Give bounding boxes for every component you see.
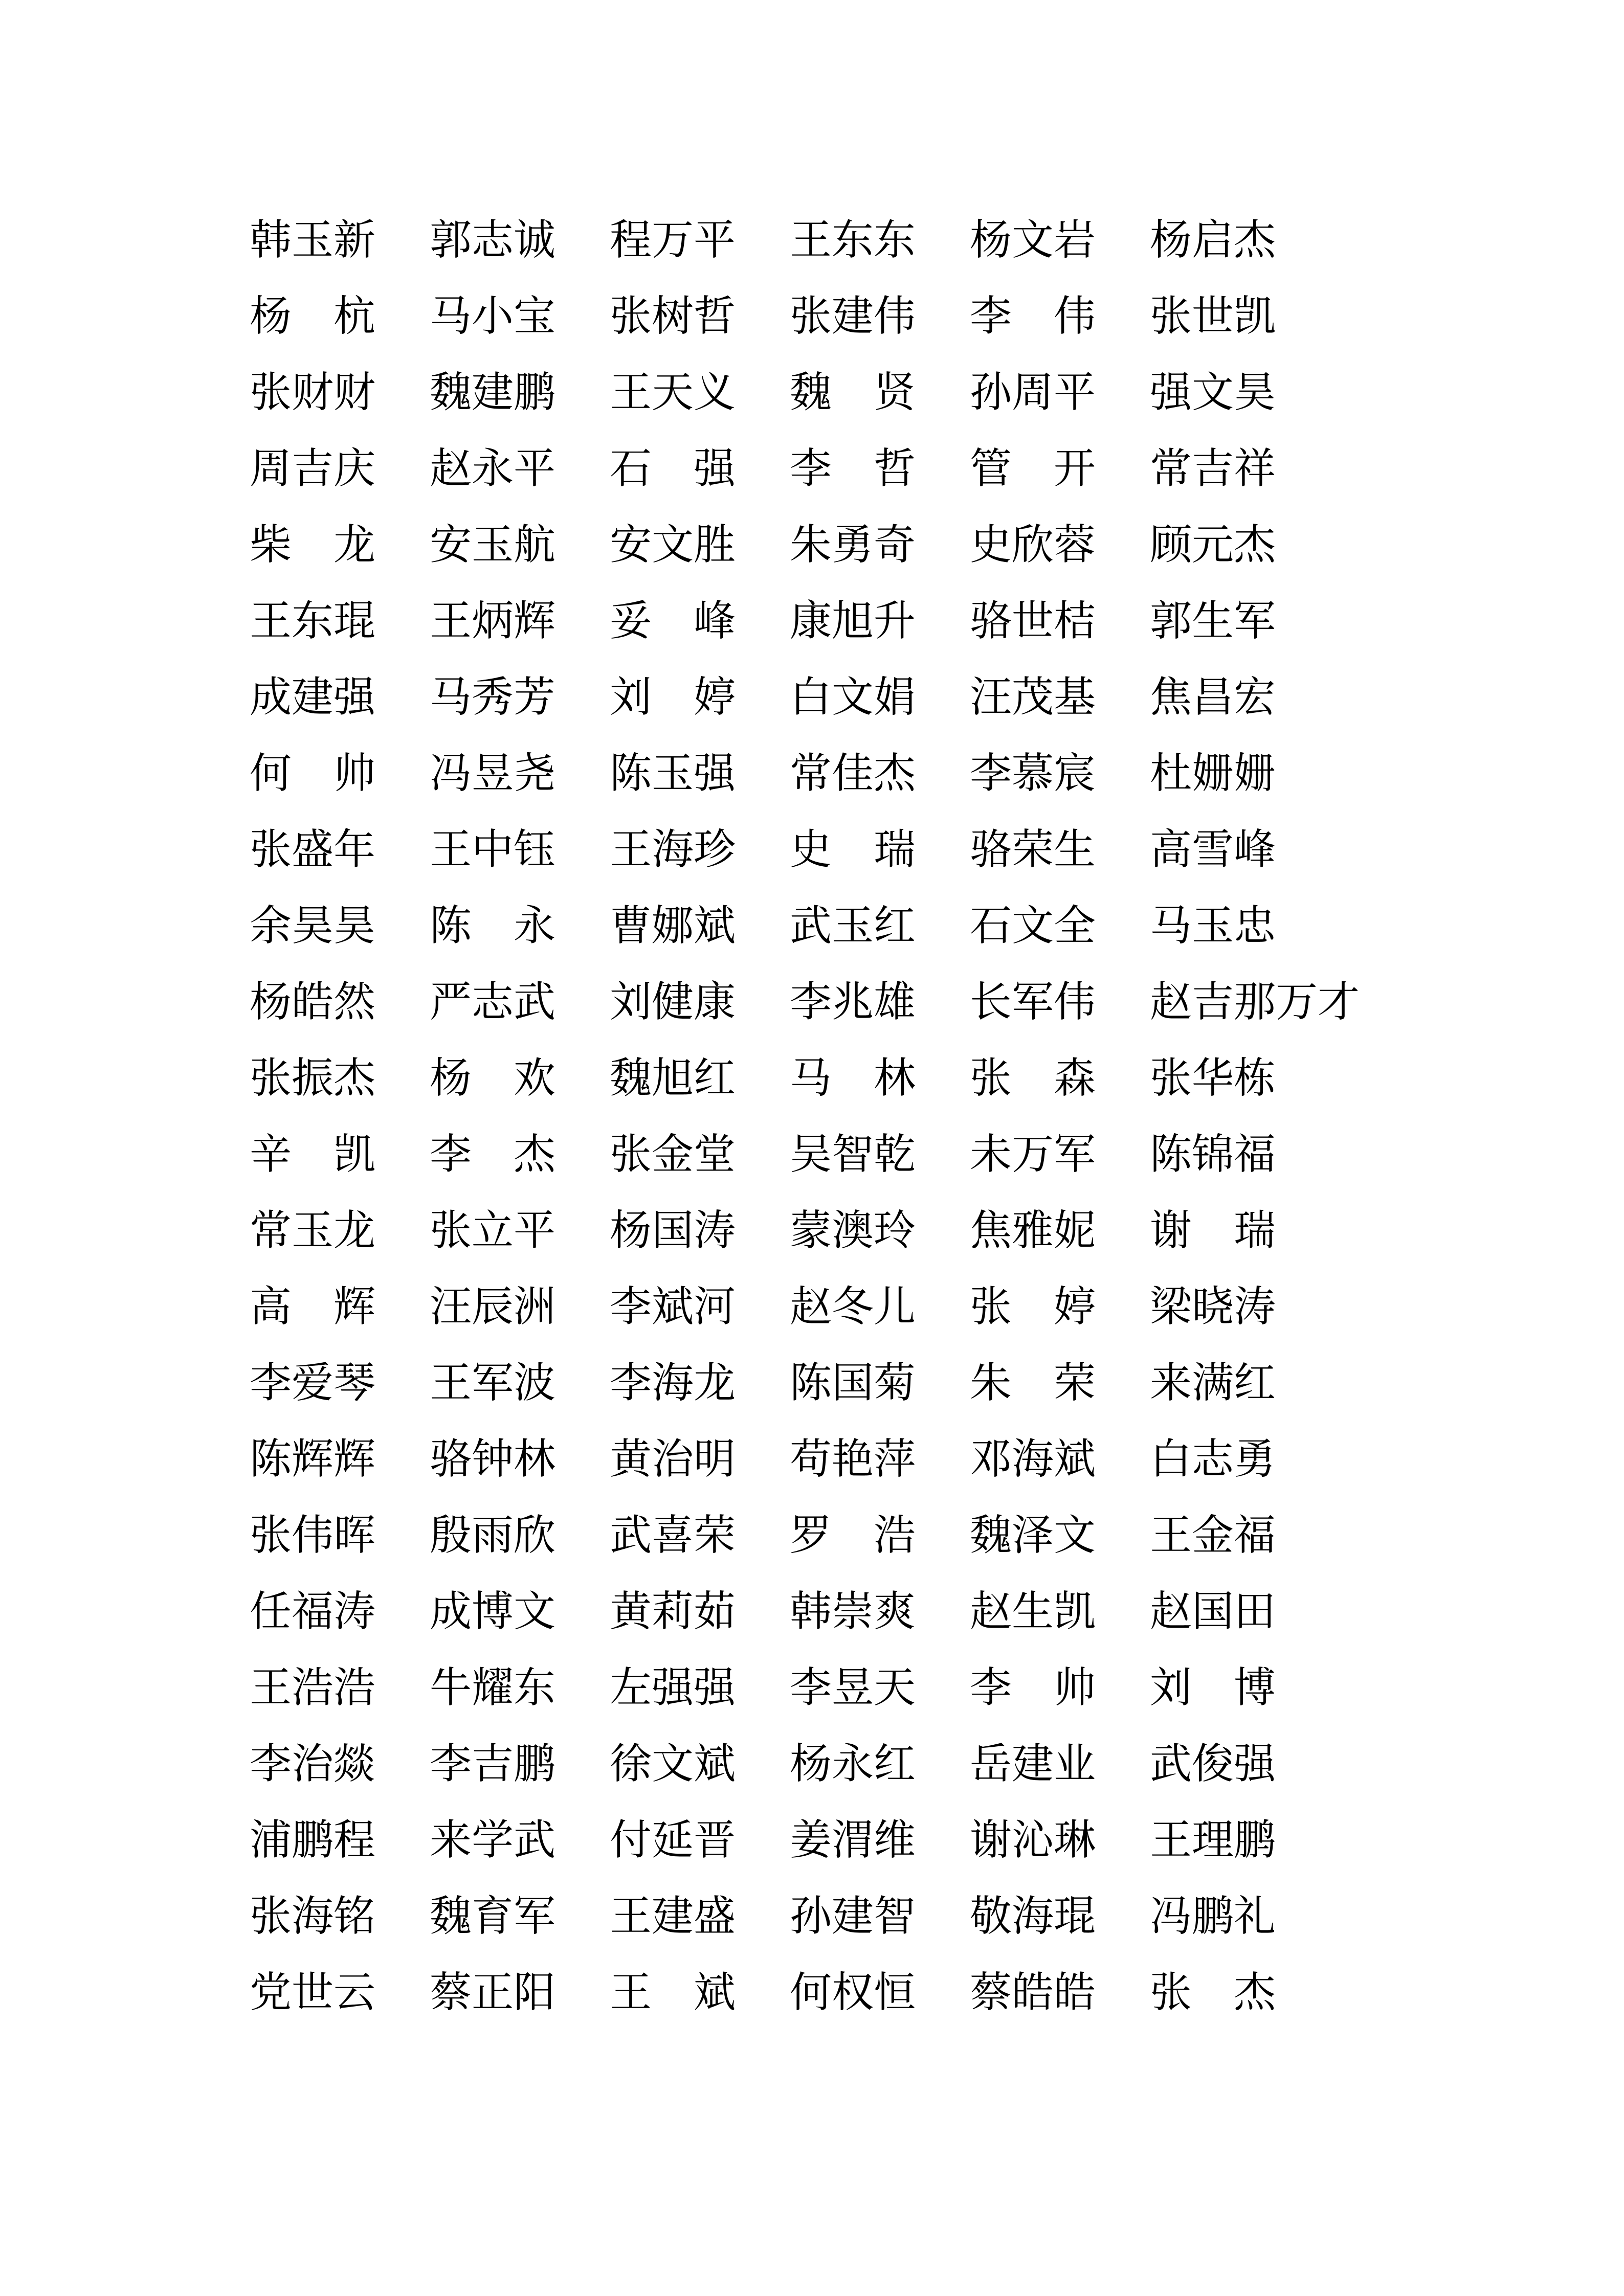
person-name: 黄莉茹	[610, 1588, 736, 1635]
person-name: 苟艳萍	[790, 1436, 916, 1482]
person-name: 邓海斌	[970, 1436, 1096, 1482]
person-name: 来满红	[1150, 1360, 1276, 1406]
person-name: 来学武	[430, 1817, 556, 1863]
person-name: 杨启杰	[1150, 217, 1276, 263]
person-name: 郭志诚	[430, 217, 556, 263]
person-name: 李斌河	[610, 1284, 736, 1330]
person-name: 高 辉	[250, 1284, 376, 1330]
person-name: 石 强	[610, 445, 736, 492]
person-name: 何 帅	[250, 750, 376, 797]
person-name: 李兆雄	[790, 979, 916, 1025]
person-name: 常玉龙	[250, 1207, 376, 1254]
person-name: 王海珍	[610, 826, 736, 873]
person-name: 陈辉辉	[250, 1436, 376, 1482]
person-name: 付延晋	[610, 1817, 736, 1863]
person-name: 罗 浩	[790, 1512, 916, 1559]
person-name: 张华栋	[1150, 1055, 1276, 1101]
person-name: 成建强	[250, 674, 376, 721]
person-name: 吴智乾	[790, 1131, 916, 1178]
person-name: 刘 婷	[610, 674, 736, 721]
person-name: 顾元杰	[1150, 522, 1276, 568]
person-name: 马秀芳	[430, 674, 556, 721]
person-name: 李爱琴	[250, 1360, 376, 1406]
person-name: 孙周平	[970, 369, 1096, 416]
person-name: 杨永红	[790, 1741, 916, 1787]
person-name: 刘健康	[610, 979, 736, 1025]
person-name: 王金福	[1150, 1512, 1276, 1559]
person-name: 杨文岩	[970, 217, 1096, 263]
person-name: 刘 博	[1150, 1664, 1276, 1711]
person-name: 严志武	[430, 979, 556, 1025]
person-name: 韩崇爽	[790, 1588, 916, 1635]
person-name: 赵冬儿	[790, 1284, 916, 1330]
person-name: 张盛年	[250, 826, 376, 873]
person-name: 赵生凯	[970, 1588, 1096, 1635]
person-name: 张树哲	[610, 293, 736, 340]
person-name: 赵永平	[430, 445, 556, 492]
person-name: 冯昱尧	[430, 750, 556, 797]
person-name: 王炳辉	[430, 598, 556, 644]
person-name: 周吉庆	[250, 445, 376, 492]
person-name: 殷雨欣	[430, 1512, 556, 1559]
person-name: 陈玉强	[610, 750, 736, 797]
person-name: 武喜荣	[610, 1512, 736, 1559]
person-name: 王建盛	[610, 1893, 736, 1940]
person-name: 蔡正阳	[430, 1969, 556, 2016]
person-name: 张建伟	[790, 293, 916, 340]
person-name: 王 斌	[610, 1969, 736, 2016]
person-name: 张 森	[970, 1055, 1096, 1101]
person-name: 石文全	[970, 903, 1096, 949]
person-name: 王军波	[430, 1360, 556, 1406]
person-name: 成博文	[430, 1588, 556, 1635]
person-name: 康旭升	[790, 598, 916, 644]
person-name: 浦鹏程	[250, 1817, 376, 1863]
person-name: 杨 欢	[430, 1055, 556, 1101]
person-name: 武玉红	[790, 903, 916, 949]
person-name: 魏旭红	[610, 1055, 736, 1101]
person-name: 陈锦福	[1150, 1131, 1276, 1178]
person-name: 李 哲	[790, 445, 916, 492]
person-name: 赵吉那万才	[1150, 979, 1360, 1025]
person-name: 左强强	[610, 1664, 736, 1711]
person-name: 余昊昊	[250, 903, 376, 949]
person-name: 何权恒	[790, 1969, 916, 2016]
person-name: 蔡皓皓	[970, 1969, 1096, 2016]
person-name: 柴 龙	[250, 522, 376, 568]
person-name: 冯鹏礼	[1150, 1893, 1276, 1940]
person-name: 张伟晖	[250, 1512, 376, 1559]
person-name: 李 杰	[430, 1131, 556, 1178]
person-name: 王东东	[790, 217, 916, 263]
person-name: 武俊强	[1150, 1741, 1276, 1787]
person-name: 张 杰	[1150, 1969, 1276, 2016]
person-name: 牛耀东	[430, 1664, 556, 1711]
person-name: 杨 杭	[250, 293, 376, 340]
person-name: 杨国涛	[610, 1207, 736, 1254]
person-name: 李治燚	[250, 1741, 376, 1787]
person-name: 杜姗姗	[1150, 750, 1276, 797]
person-name: 妥 峰	[610, 598, 736, 644]
person-name: 张振杰	[250, 1055, 376, 1101]
person-name: 王天义	[610, 369, 736, 416]
person-name: 任福涛	[250, 1588, 376, 1635]
person-name: 王浩浩	[250, 1664, 376, 1711]
person-name: 陈 永	[430, 903, 556, 949]
person-name: 王中钰	[430, 826, 556, 873]
person-name: 岳建业	[970, 1741, 1096, 1787]
person-name: 汪辰洲	[430, 1284, 556, 1330]
person-name: 魏泽文	[970, 1512, 1096, 1559]
person-name: 李吉鹏	[430, 1741, 556, 1787]
person-name: 张金堂	[610, 1131, 736, 1178]
person-name: 曹娜斌	[610, 903, 736, 949]
person-name: 马小宝	[430, 293, 556, 340]
person-name: 安玉航	[430, 522, 556, 568]
person-name: 朱 荣	[970, 1360, 1096, 1406]
person-name: 李慕宸	[970, 750, 1096, 797]
person-name: 韩玉新	[250, 217, 376, 263]
person-name: 程万平	[610, 217, 736, 263]
person-name: 高雪峰	[1150, 826, 1276, 873]
person-name: 敬海琨	[970, 1893, 1096, 1940]
person-name: 谢 瑞	[1150, 1207, 1276, 1254]
person-name: 梁晓涛	[1150, 1284, 1276, 1330]
person-name: 杨皓然	[250, 979, 376, 1025]
person-name: 郭生军	[1150, 598, 1276, 644]
person-name: 史 瑞	[790, 826, 916, 873]
person-name: 黄治明	[610, 1436, 736, 1482]
person-name: 白志勇	[1150, 1436, 1276, 1482]
person-name: 王理鹏	[1150, 1817, 1276, 1863]
person-name: 党世云	[250, 1969, 376, 2016]
person-name: 骆钟林	[430, 1436, 556, 1482]
person-name: 常佳杰	[790, 750, 916, 797]
person-name: 焦昌宏	[1150, 674, 1276, 721]
person-name: 朱勇奇	[790, 522, 916, 568]
person-name: 谢沁琳	[970, 1817, 1096, 1863]
person-name: 马玉忠	[1150, 903, 1276, 949]
person-name: 骆世桔	[970, 598, 1096, 644]
person-name: 李昱天	[790, 1664, 916, 1711]
person-name: 魏建鹏	[430, 369, 556, 416]
person-name: 张 婷	[970, 1284, 1096, 1330]
person-name: 姜渭维	[790, 1817, 916, 1863]
person-name: 常吉祥	[1150, 445, 1276, 492]
person-name: 张财财	[250, 369, 376, 416]
person-name: 安文胜	[610, 522, 736, 568]
person-name: 强文昊	[1150, 369, 1276, 416]
person-name: 张海铭	[250, 1893, 376, 1940]
person-name: 蒙澳玲	[790, 1207, 916, 1254]
person-name: 白文娟	[790, 674, 916, 721]
person-name: 李 帅	[970, 1664, 1096, 1711]
person-name: 陈国菊	[790, 1360, 916, 1406]
person-name: 焦雅妮	[970, 1207, 1096, 1254]
person-name: 骆荣生	[970, 826, 1096, 873]
person-name: 张立平	[430, 1207, 556, 1254]
person-name: 魏育军	[430, 1893, 556, 1940]
person-name: 李海龙	[610, 1360, 736, 1406]
person-name: 汪茂基	[970, 674, 1096, 721]
person-name: 史欣蓉	[970, 522, 1096, 568]
person-name: 辛 凯	[250, 1131, 376, 1178]
person-name: 徐文斌	[610, 1741, 736, 1787]
person-name: 赵国田	[1150, 1588, 1276, 1635]
person-name: 马 林	[790, 1055, 916, 1101]
person-name: 张世凯	[1150, 293, 1276, 340]
person-name: 魏 贤	[790, 369, 916, 416]
person-name: 孙建智	[790, 1893, 916, 1940]
person-name: 王东琨	[250, 598, 376, 644]
person-name: 未万军	[970, 1131, 1096, 1178]
person-name: 李 伟	[970, 293, 1096, 340]
person-name: 管 开	[970, 445, 1096, 492]
names-grid	[250, 217, 1360, 2046]
person-name: 长军伟	[970, 979, 1096, 1025]
